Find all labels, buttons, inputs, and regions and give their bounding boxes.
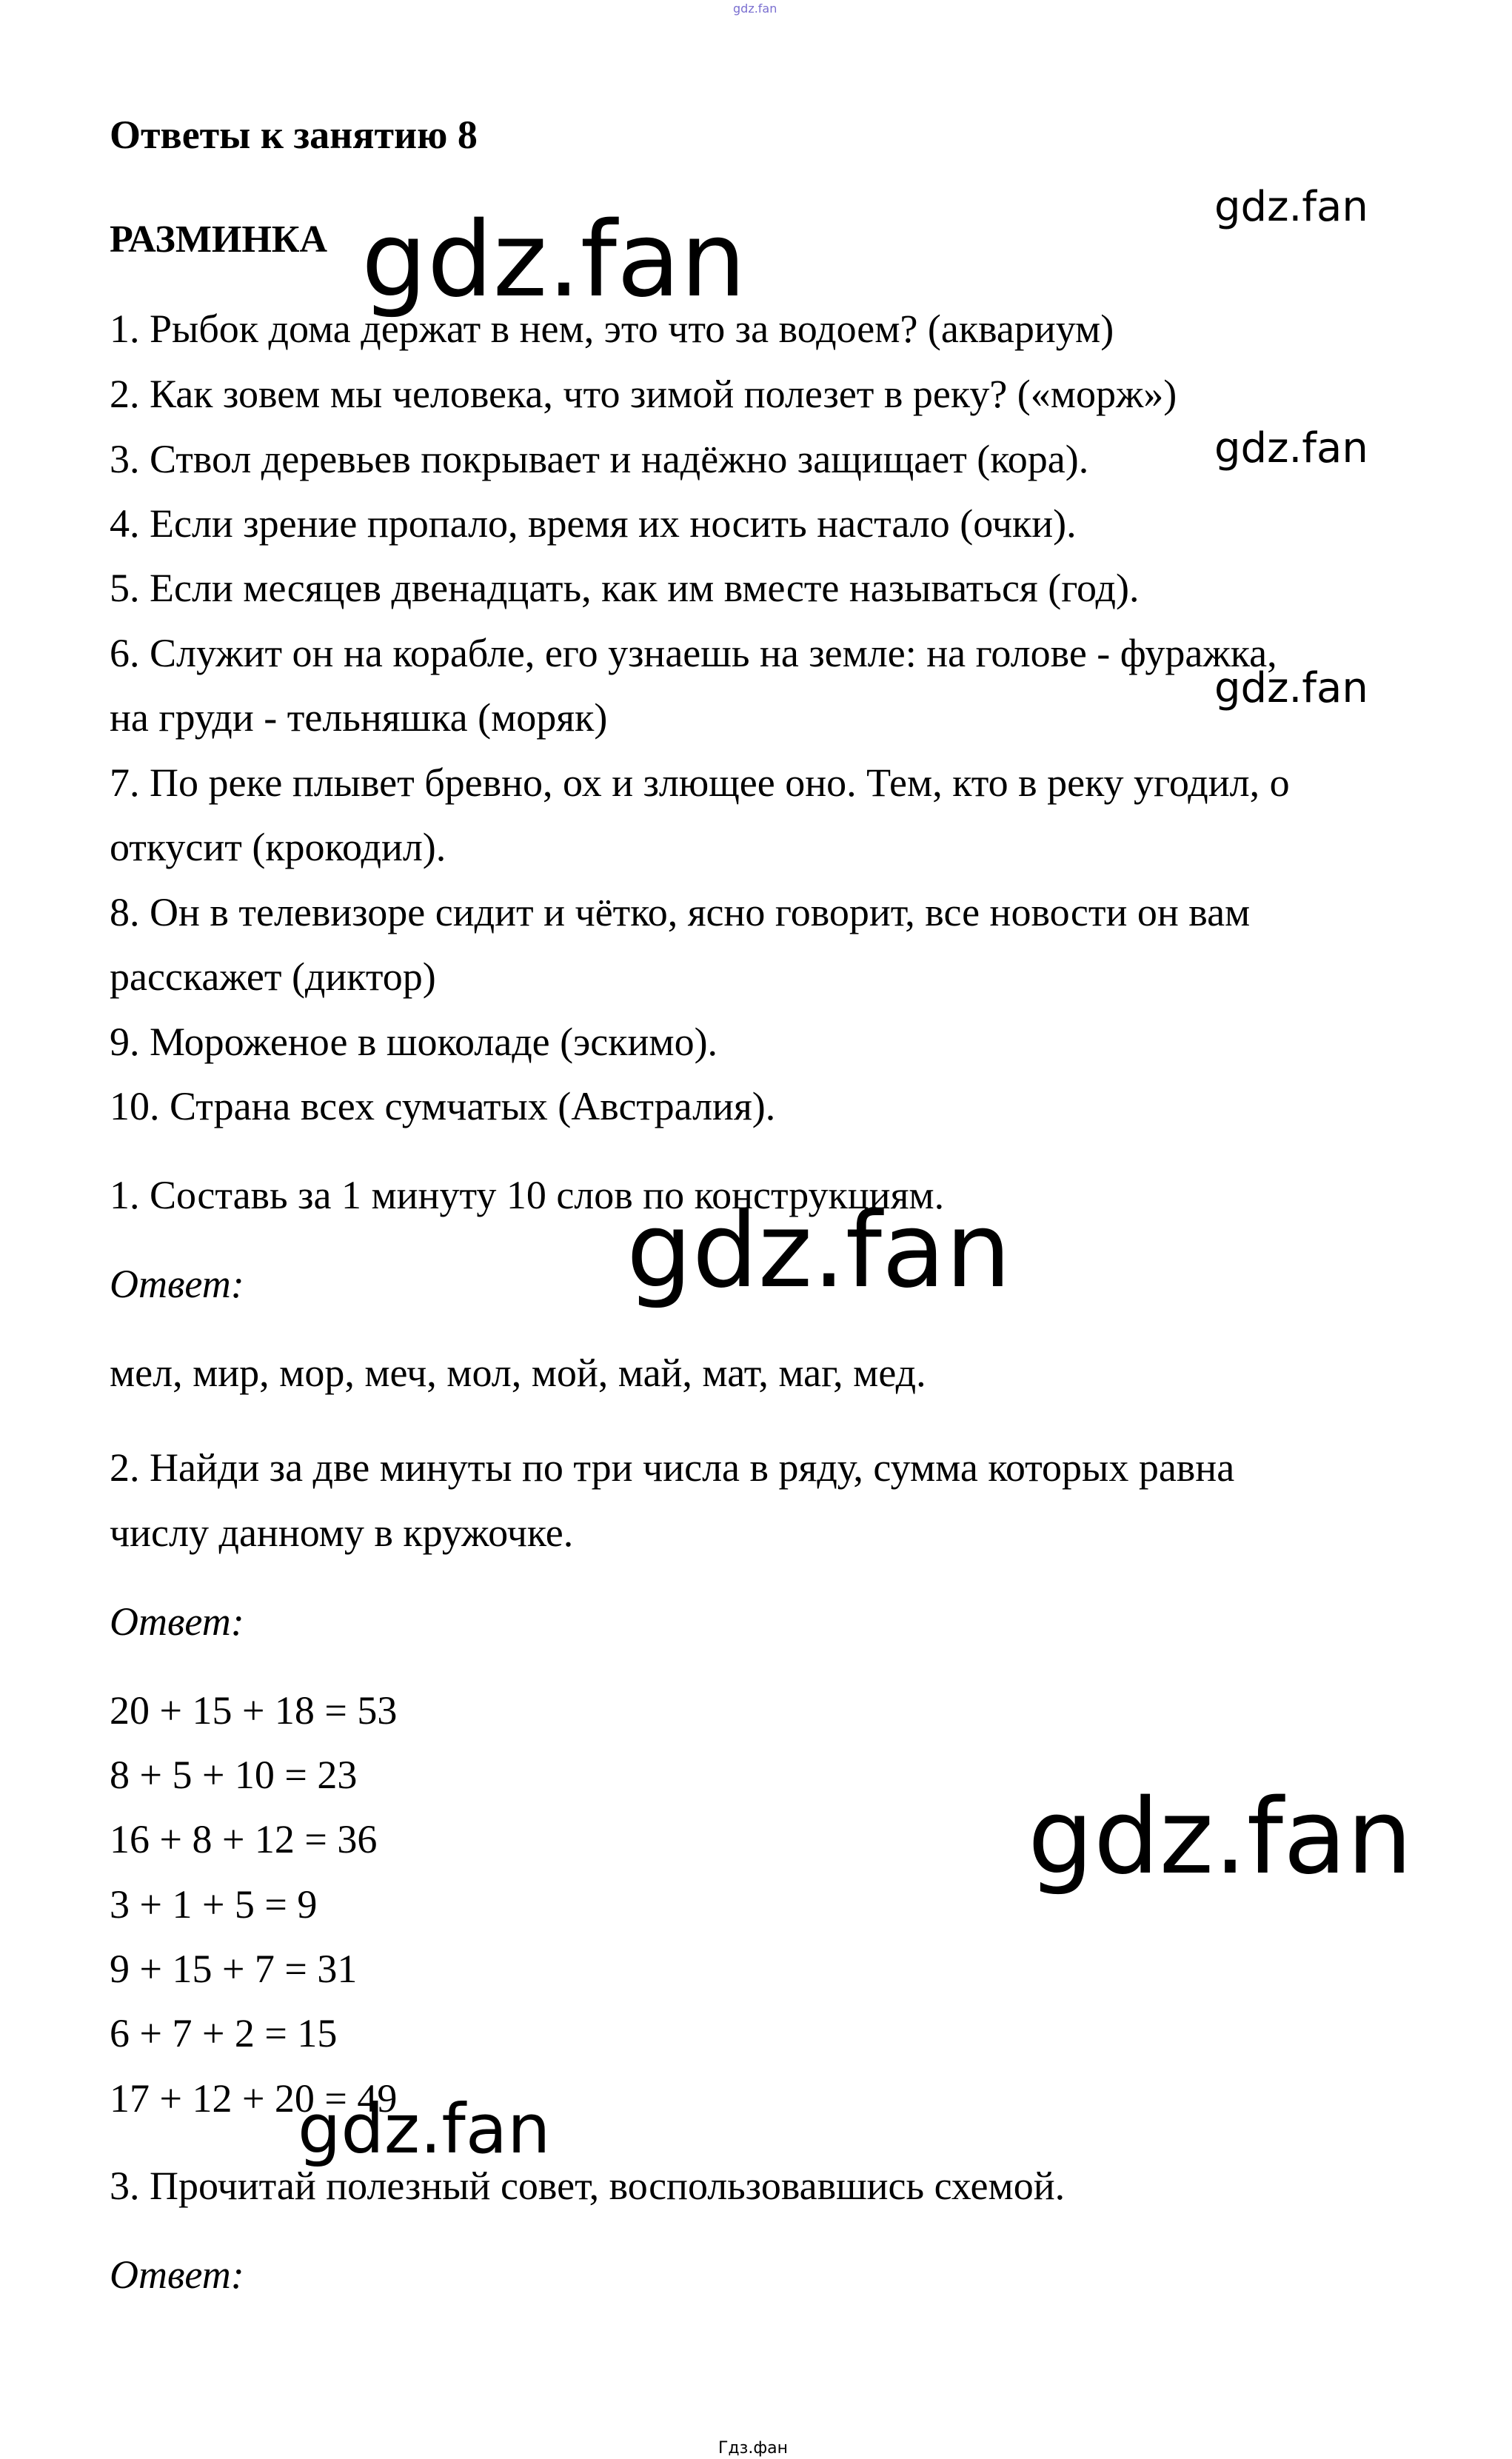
footer-text: Гдз.фан [718,2439,788,2458]
task1-answer-label: Ответ: [110,1262,244,1306]
warmup-line-7: 7. По реке плывет бревно, ох и злющее оно. Тем, кто в реку угодил, о [110,760,1290,805]
equation-1: 20 + 15 + 18 = 53 [110,1688,398,1733]
watermark-2: gdz.fan [361,200,746,321]
watermark-3: gdz.fan [1214,424,1368,472]
equation-4: 3 + 1 + 5 = 9 [110,1882,318,1927]
task2-question-line-1: 2. Найди за две минуты по три числа в ряду, сумма которых равна [110,1445,1235,1490]
task1-answer: мел, мир, мор, меч, мол, мой, май, мат, маг, мед. [110,1351,926,1395]
watermark-7: gdz.fan [298,2090,551,2169]
warmup-line-5: 5. Если месяцев двенадцать, как им вместе называться (год). [110,566,1140,610]
warmup-line-2: 2. Как зовем мы человека, что зимой полезет в реку? («морж») [110,372,1177,416]
equation-7: 17 + 12 + 20 = 49 [110,2076,398,2121]
watermark-1: gdz.fan [1214,183,1368,231]
warmup-line-10: 10. Страна всех сумчатых (Австралия). [110,1084,776,1128]
warmup-line-9: 9. Мороженое в шоколаде (эскимо). [110,1020,718,1064]
watermark-6: gdz.fan [1028,1777,1413,1898]
warmup-line-8: 8. Он в телевизоре сидит и чётко, ясно говорит, все новости он вам [110,890,1251,934]
task3-answer-label: Ответ: [110,2252,244,2297]
task3-question: 3. Прочитай полезный совет, воспользовавшись схемой. [110,2164,1066,2208]
task2-answer-label: Ответ: [110,1599,244,1644]
equation-3: 16 + 8 + 12 = 36 [110,1817,378,1861]
warmup-heading: РАЗМИНКА [110,218,328,261]
warmup-line-7-cont: откусит (крокодил). [110,825,446,869]
watermark-4: gdz.fan [1214,664,1368,712]
equation-5: 9 + 15 + 7 = 31 [110,1947,358,1991]
warmup-line-4: 4. Если зрение пропало, время их носить настало (очки). [110,501,1077,546]
warmup-line-3: 3. Ствол деревьев покрывает и надёжно защищает (кора). [110,437,1089,481]
page-title: Ответы к занятию 8 [110,113,478,157]
header-watermark: gdz.fan [733,1,777,16]
watermark-5: gdz.fan [626,1191,1011,1311]
warmup-line-1: 1. Рыбок дома держат в нем, это что за водоем? (аквариум) [110,307,1114,351]
equation-2: 8 + 5 + 10 = 23 [110,1753,358,1797]
task1-question: 1. Составь за 1 минуту 10 слов по конструкциям. [110,1173,945,1217]
equation-6: 6 + 7 + 2 = 15 [110,2011,338,2055]
warmup-line-8-cont: расскажет (диктор) [110,954,436,999]
warmup-line-6-cont: на груди - тельняшка (моряк) [110,695,608,740]
task2-question-line-2: числу данному в кружочке. [110,1510,574,1555]
warmup-line-6: 6. Служит он на корабле, его узнаешь на земле: на голове - фуражка, [110,631,1277,675]
